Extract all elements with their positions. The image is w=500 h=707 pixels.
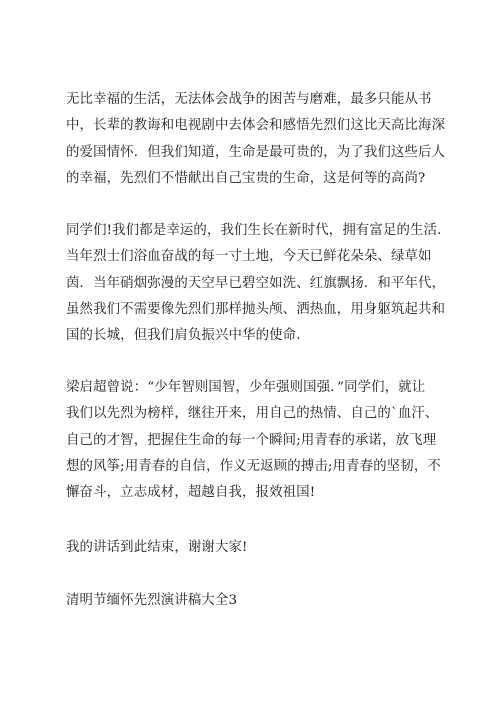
closing-paragraph [66, 535, 440, 561]
paragraph-1 [66, 87, 446, 192]
text-line: 无比幸福的生活，无法体会战争的困苦与磨难，最多只能从书 [66, 92, 432, 107]
section-heading [66, 588, 440, 614]
text-line: 我们以先烈为榜样，继往开来，用自己的热情、自己的`血汗、 [66, 406, 439, 422]
text-line: 梁启超曾说：“少年智则国智，少年强则国强．”同学们，就让 [66, 380, 426, 395]
text-line: 同学们!我们都是幸运的，我们生长在新时代，拥有富足的生活. [66, 223, 442, 238]
text-line: 茵．当年硝烟弥漫的天空早已碧空如洗、红旗飘扬．和平年代， [66, 275, 446, 291]
text-line: 虽然我们不需要像先烈们那样抛头颅、洒热血，用身躯筑起共和 [66, 301, 446, 317]
text-line: 当年烈士们浴血奋战的每一寸土地，今天已鲜花朵朵、绿草如 [66, 249, 432, 265]
text-line: 的爱国情怀．但我们知道，生命是最可贵的，为了我们这些后人 [66, 144, 446, 160]
heading-line: 清明节缅怀先烈演讲稿大全3 [66, 593, 238, 608]
paragraph-3 [66, 375, 440, 506]
paragraph-2 [66, 218, 446, 349]
text-line: 国的长城，但我们肩负振兴中华的使命. [66, 328, 301, 344]
text-line: 中，长辈的教诲和电视剧中去体会和感悟先烈们这比天高比海深 [66, 118, 446, 134]
text-line: 懈奋斗，立志成材，超越自我，报效祖国! [66, 485, 316, 501]
text-line: 我的讲话到此结束，谢谢大家! [66, 540, 248, 555]
text-line: 想的风筝;用青春的自信，作义无返顾的搏击;用青春的坚韧，不 [66, 458, 441, 474]
text-line: 的幸福，先烈们不惜献出自己宝贵的生命，这是何等的高尚? [66, 170, 426, 186]
text-line: 自己的才智，把握住生命的每一个瞬间;用青春的承诺，放飞理 [66, 432, 437, 448]
